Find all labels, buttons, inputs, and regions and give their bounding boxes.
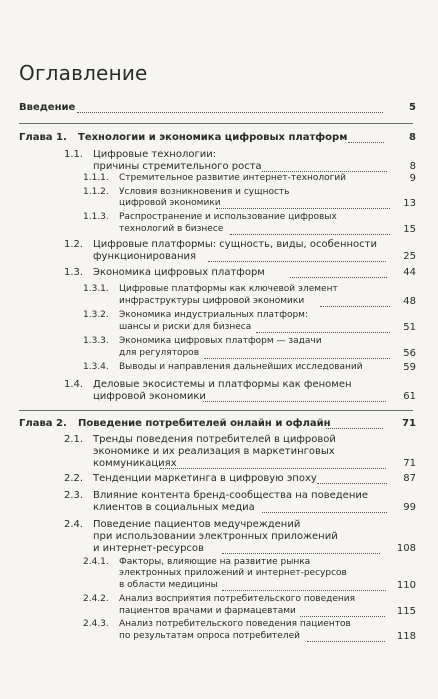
toc-page: 118 xyxy=(396,631,416,642)
toc-num: 2.4. xyxy=(64,519,84,530)
toc-num: 1.1.1. xyxy=(83,173,109,183)
toc-entry-text: цифровой экономики xyxy=(119,198,221,208)
toc-num: 1.1.3. xyxy=(83,212,109,222)
toc-page: 110 xyxy=(396,580,416,591)
toc-num: 2.4.1. xyxy=(83,557,109,567)
toc-num: 1.3.4. xyxy=(83,362,109,372)
leader-dots xyxy=(230,234,390,235)
toc-entry-text: и интернет-ресурсов xyxy=(93,543,204,554)
toc-entry-text: Деловые экосистемы и платформы как феномен xyxy=(93,379,352,390)
leader-dots xyxy=(300,616,385,617)
toc-entry-text: коммуникациях xyxy=(93,458,177,469)
toc-entry-text: Цифровые платформы как ключевой элемент xyxy=(119,284,338,294)
leader-dots xyxy=(203,401,386,402)
toc-entry-text: Факторы, влияющие на развитие рынка xyxy=(119,557,311,567)
toc-entry-text: Стремительное развитие интернет-технологий xyxy=(119,173,347,183)
leader-dots xyxy=(262,171,387,172)
toc-page: 44 xyxy=(403,267,416,278)
toc-entry-text: пациентов врачами и фармацевтами xyxy=(119,606,296,616)
leader-dots xyxy=(222,553,380,554)
toc-num: 1.3. xyxy=(64,267,84,278)
toc-entry-text: шансы и риски для бизнеса xyxy=(119,322,252,332)
leader-dots xyxy=(222,590,386,591)
toc-entry-text: Тенденции маркетинга в цифровую эпоху xyxy=(93,473,317,484)
page-title: Оглавление xyxy=(19,61,148,85)
leader-dots xyxy=(348,142,384,143)
toc-entry-text: Условия возникновения и сущность xyxy=(119,187,290,197)
toc-entry-text: для регуляторов xyxy=(119,348,199,358)
toc-entry-text: в области медицины xyxy=(119,580,218,590)
toc-page: 71 xyxy=(403,458,416,469)
toc-page: 9 xyxy=(409,173,416,184)
toc-page: 51 xyxy=(403,322,416,333)
section-divider xyxy=(19,410,413,411)
toc-page: 59 xyxy=(403,362,416,373)
toc-page: 13 xyxy=(403,198,416,209)
toc-entry-text: Выводы и направления дальнейших исследований xyxy=(119,362,363,372)
toc-num: 2.1. xyxy=(64,434,84,445)
toc-entry-text: инфраструктуры цифровой экономики xyxy=(119,296,305,306)
toc-intro-label: Введение xyxy=(19,102,76,113)
chapter-2-title: Поведение потребителей онлайн и офлайн xyxy=(78,418,331,429)
leader-dots xyxy=(256,332,390,333)
leader-dots xyxy=(160,468,386,469)
toc-num: 1.1. xyxy=(64,149,84,160)
toc-page: 15 xyxy=(403,224,416,235)
toc-page: 61 xyxy=(403,391,416,402)
leader-dots xyxy=(326,428,383,429)
toc-entry-text: при использовании электронных приложений xyxy=(93,531,338,542)
section-divider xyxy=(19,123,413,124)
toc-entry-text: Распространение и использование цифровых xyxy=(119,212,337,222)
toc-page: 87 xyxy=(403,473,416,484)
toc-num: 1.3.2. xyxy=(83,310,109,320)
toc-entry-text: электронных приложений и интернет-ресурсов xyxy=(119,568,347,578)
toc-entry-text: Цифровые платформы: сущность, виды, особенности xyxy=(93,239,377,250)
toc-num: 2.2. xyxy=(64,473,84,484)
toc-entry-text: Анализ восприятия потребительского поведения xyxy=(119,594,356,604)
toc-page: 25 xyxy=(403,251,416,262)
toc-entry-text: Тренды поведения потребителей в цифровой xyxy=(93,434,336,445)
toc-num: 1.3.1. xyxy=(83,284,109,294)
leader-dots xyxy=(307,641,385,642)
toc-entry-text: Цифровые технологии: xyxy=(93,149,217,160)
toc-entry-text: Анализ потребительского поведения пациентов xyxy=(119,619,351,629)
toc-num: 1.3.3. xyxy=(83,336,109,346)
leader-dots xyxy=(204,358,390,359)
leader-dots xyxy=(208,261,386,262)
leader-dots xyxy=(77,112,383,113)
toc-entry-text: Экономика цифровых платформ xyxy=(93,267,265,278)
leader-dots xyxy=(320,306,390,307)
chapter-1-page: 8 xyxy=(409,132,416,143)
toc-intro-page: 5 xyxy=(409,102,416,113)
toc-page: 48 xyxy=(403,296,416,307)
leader-dots xyxy=(262,512,387,513)
toc-entry-text: по результатам опроса потребителей xyxy=(119,631,300,641)
toc-page: 108 xyxy=(396,543,416,554)
toc-entry-text: Экономика индустриальных платформ: xyxy=(119,310,308,320)
toc-entry-text: клиентов в социальных медиа xyxy=(93,502,255,513)
toc-num: 1.1.2. xyxy=(83,187,109,197)
toc-num: 1.2. xyxy=(64,239,84,250)
toc-entry-text: Экономика цифровых платформ — задачи xyxy=(119,336,322,346)
toc-page: 8 xyxy=(409,161,416,172)
chapter-1-title: Технологии и экономика цифровых платформ xyxy=(78,132,348,143)
leader-dots xyxy=(317,483,387,484)
toc-num: 2.4.3. xyxy=(83,619,109,629)
toc-entry-text: Влияние контента бренд-сообщества на поведение xyxy=(93,490,369,501)
leader-dots xyxy=(216,208,390,209)
toc-num: 1.4. xyxy=(64,379,84,390)
toc-entry-text: Поведение пациентов медучреждений xyxy=(93,519,301,530)
toc-entry-text: функционирования xyxy=(93,251,197,262)
chapter-2-page: 71 xyxy=(402,418,416,429)
toc-page: 99 xyxy=(403,502,416,513)
toc-entry-text: цифровой экономики xyxy=(93,391,206,402)
toc-entry-text: экономике и их реализация в маркетинговых xyxy=(93,446,335,457)
chapter-2-label: Глава 2. xyxy=(19,418,67,429)
toc-num: 2.4.2. xyxy=(83,594,109,604)
toc-entry-text: причины стремительного роста xyxy=(93,161,262,172)
toc-page: 115 xyxy=(396,606,416,617)
chapter-1-label: Глава 1. xyxy=(19,132,67,143)
toc-entry-text: технологий в бизнесе xyxy=(119,224,224,234)
toc-num: 2.3. xyxy=(64,490,84,501)
leader-dots xyxy=(290,277,387,278)
toc-page: 56 xyxy=(403,348,416,359)
